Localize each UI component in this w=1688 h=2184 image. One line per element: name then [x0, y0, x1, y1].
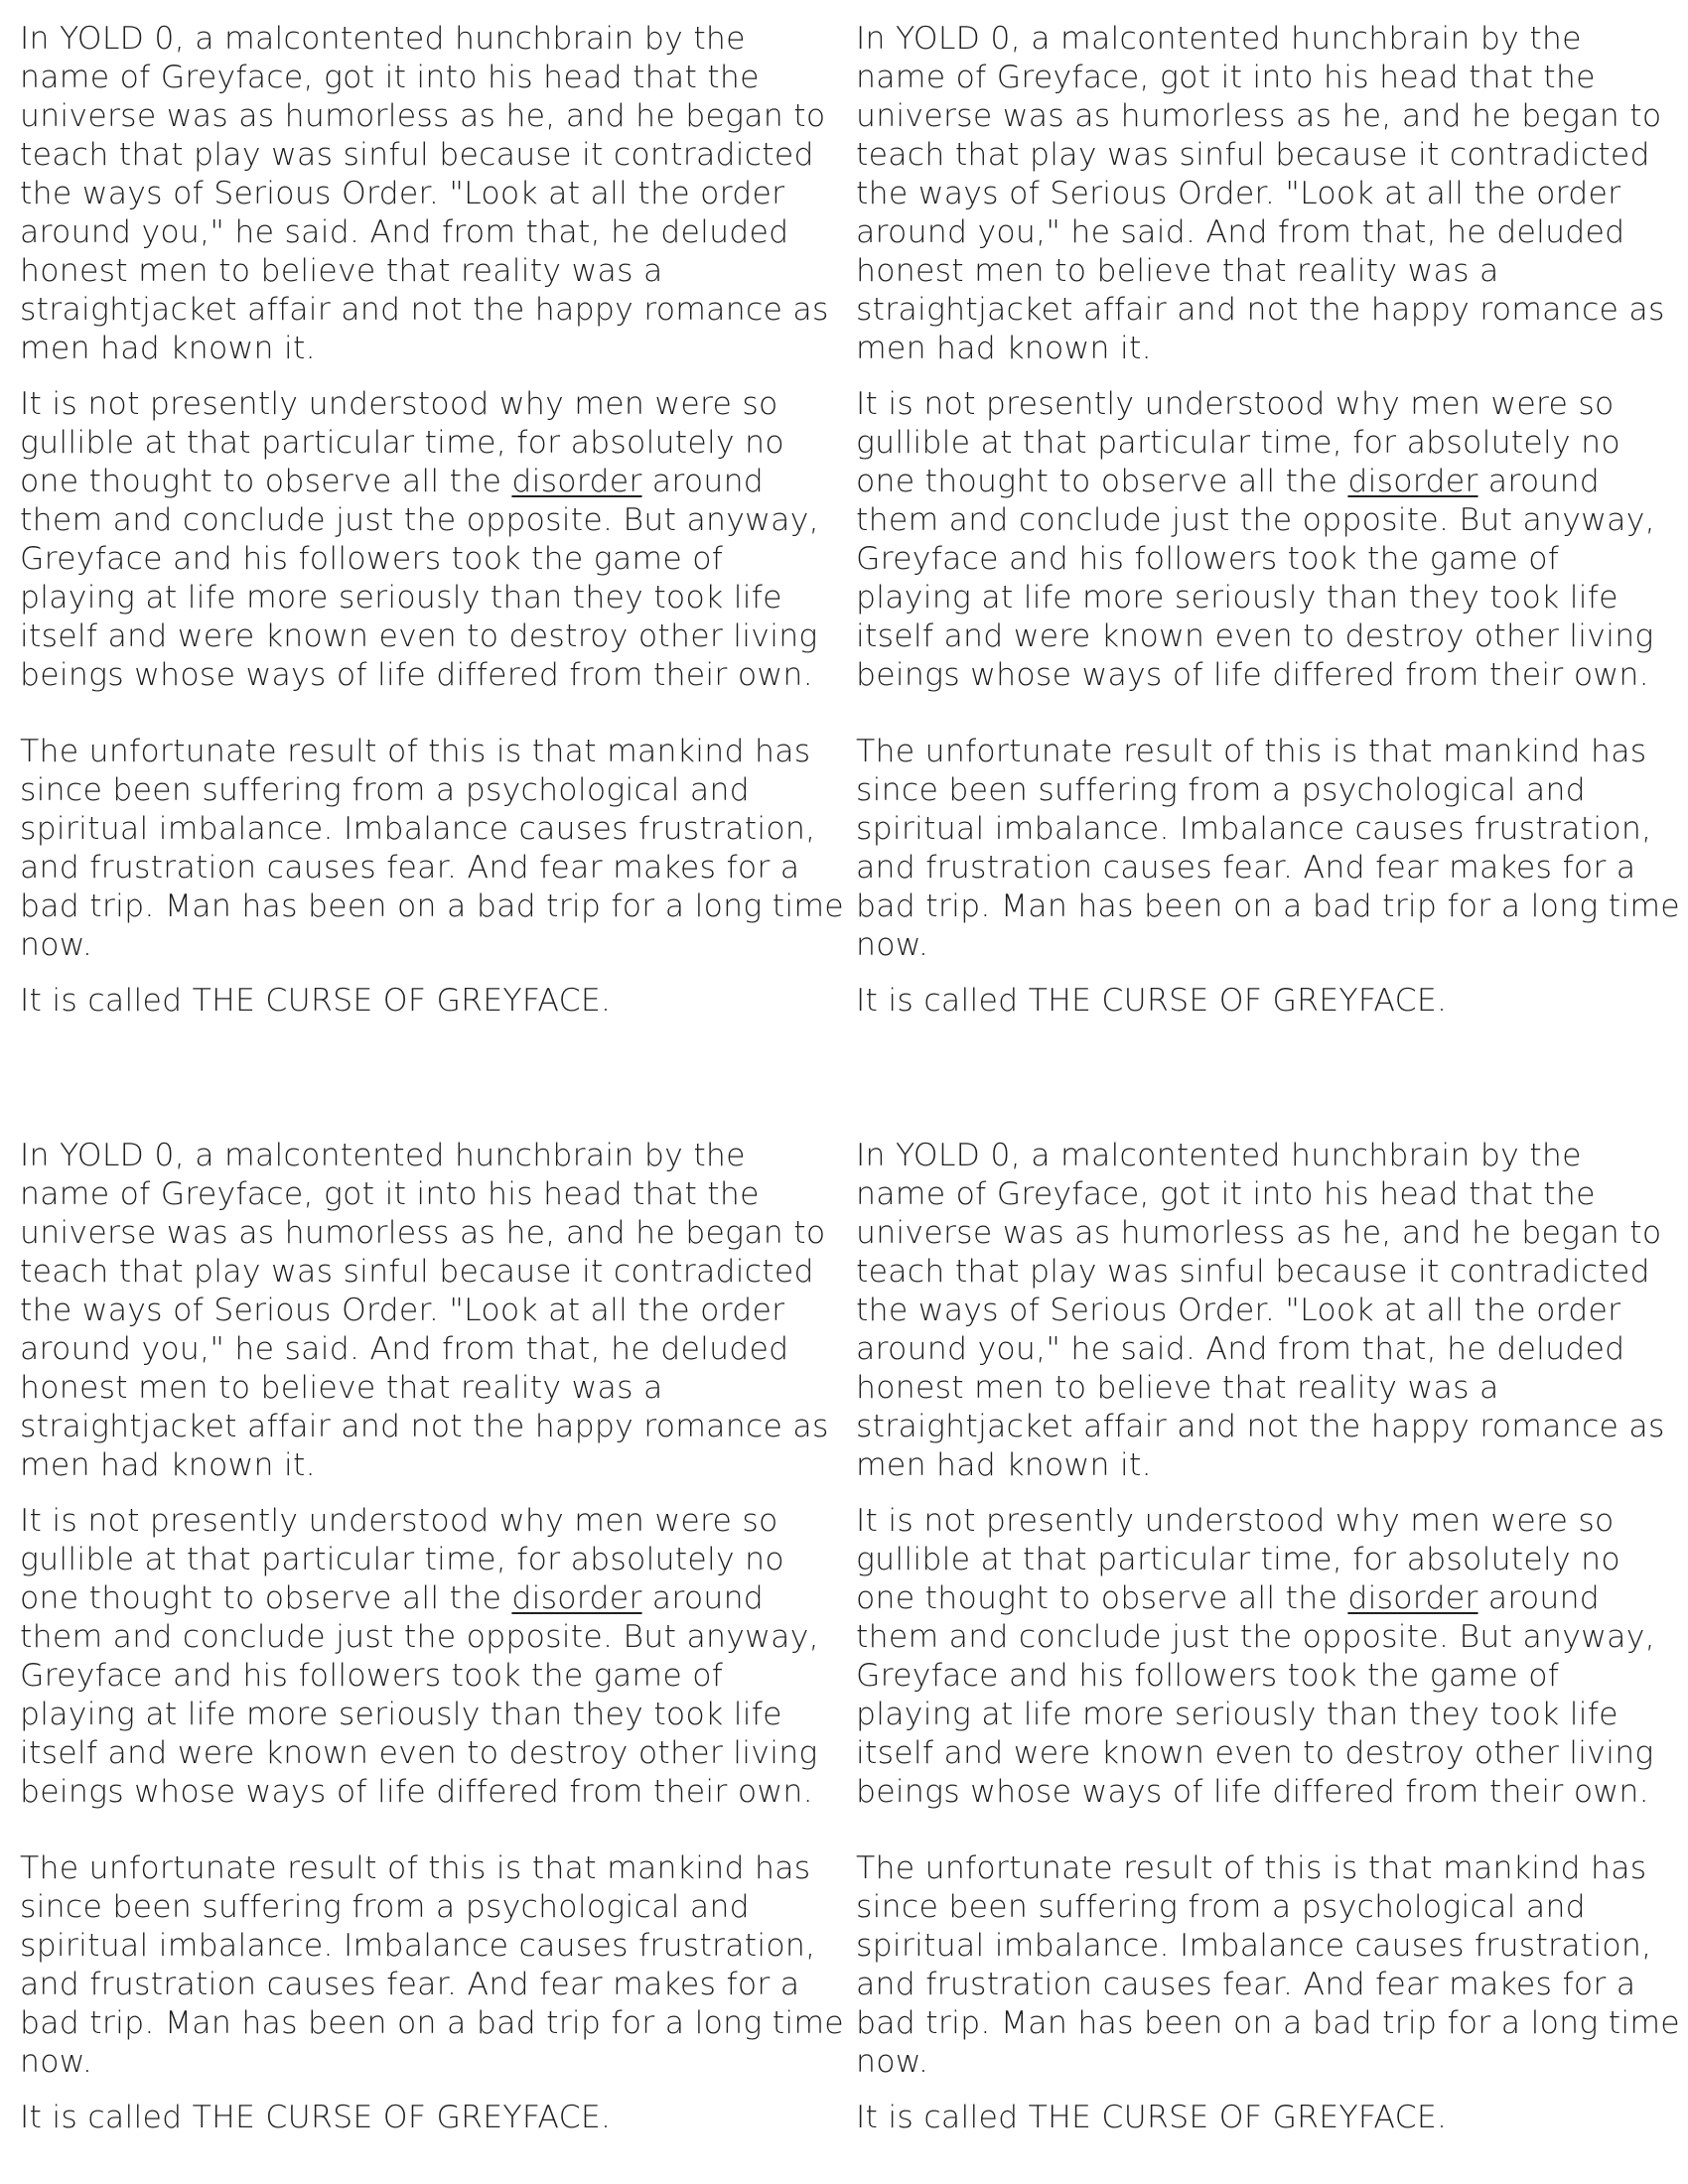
paragraph-origin: In YOLD 0, a malcontented hunchbrain by the name of Greyface, got it into his head that the universe was as humorless as he, and he began to teach that play was sinful because it contradicted the ways of Serious Order. "Look at all the order around you," he said. And from that, he deluded honest men to believe that reality was a straightjacket affair and not the happy romance as men had known it.	[20, 1138, 829, 1483]
paragraph-origin: In YOLD 0, a malcontented hunchbrain by the name of Greyface, got it into his head that the universe was as humorless as he, and he began to teach that play was sinful because it contradicted the ways of Serious Order. "Look at all the order around you," he said. And from that, he deluded honest men to believe that reality was a straightjacket affair and not the happy romance as men had known it.	[20, 21, 829, 366]
paragraph-gullible-start: It is not presently understood why men were so gullible at that particular time, for absolutely no one thought to observe all the	[20, 1503, 784, 1616]
paragraph-gullible	[856, 1502, 1680, 1812]
text-block-bottom-right	[856, 1137, 1680, 2137]
paragraph-gullible-start: It is not presently understood why men were so gullible at that particular time, for absolutely no one thought to observe all the	[856, 1503, 1620, 1616]
paragraph-gullible-start: It is not presently understood why men were so gullible at that particular time, for absolutely no one thought to observe all the	[20, 386, 784, 499]
paragraph-gullible-end: around them and conclude just the opposite. But anyway, Greyface and his followers took the game of playing at life more seriously than they took life itself and were known even to destroy other living beings whose ways of life differed from their own.	[856, 464, 1655, 693]
paragraph-gullible-start: It is not presently understood why men were so gullible at that particular time, for absolutely no one thought to observe all the	[856, 386, 1620, 499]
paragraph-gullible	[20, 385, 844, 695]
paragraph-curse: It is called THE CURSE OF GREYFACE.	[20, 983, 612, 1019]
paragraph-curse: It is called THE CURSE OF GREYFACE.	[856, 2100, 1448, 2135]
paragraph-imbalance: The unfortunate result of this is that mankind has since been suffering from a psychological and spiritual imbalance. Imbalance causes frustration, and frustration causes fear. And fear makes for a bad trip. Man has been on a bad trip for a long time now.	[20, 734, 844, 963]
paragraph-curse: It is called THE CURSE OF GREYFACE.	[20, 2100, 612, 2135]
paragraph-imbalance: The unfortunate result of this is that mankind has since been suffering from a psychological and spiritual imbalance. Imbalance causes frustration, and frustration causes fear. And fear makes for a bad trip. Man has been on a bad trip for a long time now.	[20, 1850, 844, 2080]
paragraph-imbalance: The unfortunate result of this is that mankind has since been suffering from a psychological and spiritual imbalance. Imbalance causes frustration, and frustration causes fear. And fear makes for a bad trip. Man has been on a bad trip for a long time now.	[856, 734, 1680, 963]
paragraph-origin: In YOLD 0, a malcontented hunchbrain by the name of Greyface, got it into his head that the universe was as humorless as he, and he began to teach that play was sinful because it contradicted the ways of Serious Order. "Look at all the order around you," he said. And from that, he deluded honest men to believe that reality was a straightjacket affair and not the happy romance as men had known it.	[856, 1138, 1665, 1483]
emphasis-disorder: disorder	[1347, 464, 1478, 499]
emphasis-disorder: disorder	[511, 464, 642, 499]
paragraph-imbalance: The unfortunate result of this is that mankind has since been suffering from a psychological and spiritual imbalance. Imbalance causes frustration, and frustration causes fear. And fear makes for a bad trip. Man has been on a bad trip for a long time now.	[856, 1850, 1680, 2080]
paragraph-gullible-end: around them and conclude just the opposite. But anyway, Greyface and his followers took the game of playing at life more seriously than they took life itself and were known even to destroy other living beings whose ways of life differed from their own.	[20, 464, 819, 693]
text-block-top-right	[856, 20, 1680, 1021]
paragraph-origin: In YOLD 0, a malcontented hunchbrain by the name of Greyface, got it into his head that the universe was as humorless as he, and he began to teach that play was sinful because it contradicted the ways of Serious Order. "Look at all the order around you," he said. And from that, he deluded honest men to believe that reality was a straightjacket affair and not the happy romance as men had known it.	[856, 21, 1665, 366]
emphasis-disorder: disorder	[511, 1580, 642, 1616]
paragraph-curse: It is called THE CURSE OF GREYFACE.	[856, 983, 1448, 1019]
paragraph-gullible	[856, 385, 1680, 695]
paragraph-gullible	[20, 1502, 844, 1812]
paragraph-gullible-end: around them and conclude just the opposite. But anyway, Greyface and his followers took the game of playing at life more seriously than they took life itself and were known even to destroy other living beings whose ways of life differed from their own.	[856, 1580, 1655, 1810]
paragraph-gullible-end: around them and conclude just the opposite. But anyway, Greyface and his followers took the game of playing at life more seriously than they took life itself and were known even to destroy other living beings whose ways of life differed from their own.	[20, 1580, 819, 1810]
emphasis-disorder: disorder	[1347, 1580, 1478, 1616]
text-block-bottom-left	[20, 1137, 844, 2137]
text-block-top-left	[20, 20, 844, 1021]
